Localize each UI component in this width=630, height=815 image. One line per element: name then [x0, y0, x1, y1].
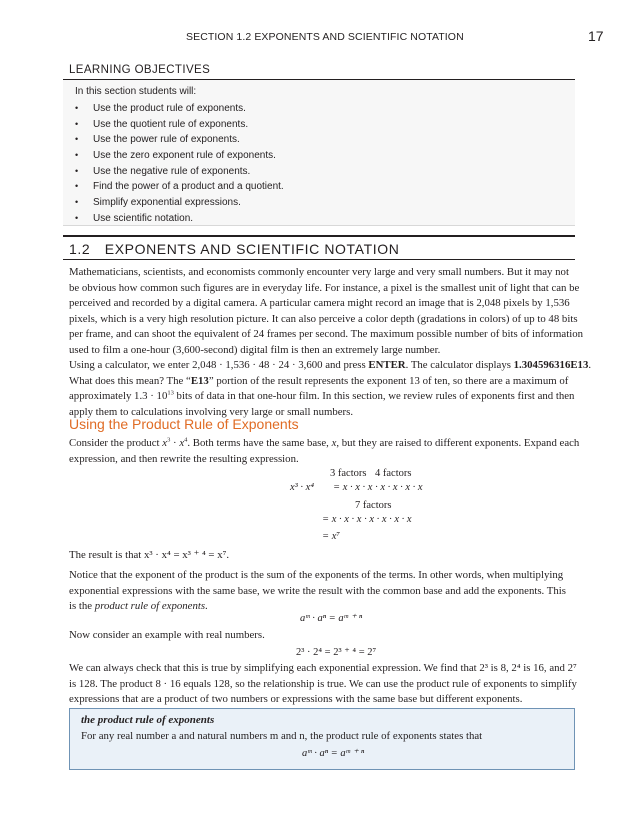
- factor-label-4: 4 factors: [375, 468, 412, 479]
- section-top-rule: [63, 235, 575, 237]
- exponent: 4: [184, 436, 188, 444]
- factor-label-3: 3 factors: [330, 468, 367, 479]
- calc-text: bits of data in that one-hour film. In this section, we review rules of exponents first and then: [173, 390, 575, 402]
- paragraph-line: apply them to calculations involving very large or small numbers.: [69, 405, 354, 418]
- inline-math: x: [331, 437, 337, 449]
- definition-title: the product rule of exponents: [81, 714, 215, 726]
- bullet-icon: •: [75, 212, 79, 223]
- expansion-row-2: = x · x · x · x · x · x · x: [322, 514, 412, 525]
- section-heading: [69, 241, 399, 257]
- section-bottom-rule: [63, 259, 575, 260]
- page-number: 17: [588, 28, 604, 44]
- list-item: [75, 101, 284, 117]
- inline-math: x: [179, 437, 185, 449]
- calc-text: What does this mean? The “: [69, 374, 191, 387]
- paragraph-line: is 128. The product 8 · 16 equals 128, so the relationship is true. We can use the product rule of exponents to simplify: [69, 677, 577, 690]
- paragraph-line: be obvious how common such figures are in everyday life. For instance, a pixel is the smallest unit of light that can be: [69, 281, 580, 294]
- enter-key-label: ENTER: [368, 359, 406, 371]
- definition-text: For any real number a and natural numbers m and n, the product rule of exponents states that: [81, 730, 483, 742]
- list-item: [75, 179, 284, 195]
- section-title: EXPONENTS AND SCIENTIFIC NOTATION: [104, 241, 400, 257]
- objective-text: Use the power rule of exponents.: [93, 134, 240, 146]
- calculator-result: 1.304596316E13: [513, 359, 589, 371]
- paragraph-line: used to film a one-hour (3,600-second) digital film is then an extremely large number.: [69, 343, 441, 356]
- running-header-section-label: SECTION 1.2: [186, 31, 252, 43]
- check-paragraph: [69, 661, 577, 708]
- expansion-row-1: = x · x · x · x · x · x · x: [333, 482, 423, 493]
- list-item: [75, 164, 284, 180]
- subsection-title: Using the Product Rule of Exponents: [69, 416, 299, 432]
- paragraph-line: Notice that the exponent of the product is the sum of the exponents of the terms. In other words, when multiplying: [69, 569, 564, 581]
- inline-math: x: [162, 437, 168, 449]
- product-paragraph: [69, 436, 580, 467]
- list-item: [75, 132, 284, 148]
- paragraph-line: [69, 374, 577, 390]
- paragraph-line: Mathematicians, scientists, and economists commonly encounter very large and very small numbers. But it may not: [69, 266, 569, 278]
- learning-objectives-title: LEARNING OBJECTIVES: [69, 64, 211, 76]
- objective-text: Find the power of a product and a quotient.: [93, 181, 284, 193]
- emphasis-term: product rule of exponents: [94, 600, 206, 612]
- bullet-icon: •: [75, 134, 79, 145]
- objective-text: Use the quotient rule of exponents.: [93, 118, 249, 130]
- objective-text: Use the product rule of exponents.: [93, 103, 246, 114]
- calc-text: ” portion of the result represents the exponent 13 of ten, so there are a maximum of: [208, 374, 569, 387]
- exponent: 13: [167, 389, 174, 397]
- bullet-icon: •: [75, 118, 79, 129]
- factor-label-7: 7 factors: [355, 500, 392, 511]
- list-item: [75, 211, 284, 227]
- section-number: 1.2: [69, 241, 91, 257]
- intro-paragraph: [69, 265, 584, 358]
- learning-objectives-intro: In this section students will:: [75, 86, 197, 97]
- exponent: 3: [167, 436, 171, 444]
- paragraph-line: expressions that are a product of two numbers or expressions with the same base but different exponents.: [69, 693, 523, 705]
- expansion-lhs: x³ · x⁴: [290, 482, 314, 493]
- result-line: The result is that x³ · x⁴ = x³ ⁺ ⁴ = x⁷.: [69, 549, 230, 561]
- list-item: [75, 195, 284, 211]
- objective-text: Use scientific notation.: [93, 212, 194, 224]
- bullet-icon: •: [75, 103, 79, 113]
- e13-label: E13: [190, 374, 209, 387]
- product-text: Consider the product: [69, 437, 163, 449]
- running-header: [186, 31, 464, 43]
- paragraph-line: per frame, and can shoot the equivalent of 24 frames per second. The maximum possible number of bits of information: [69, 328, 584, 340]
- calc-text: . The calculator displays: [405, 359, 514, 371]
- bullet-icon: •: [75, 181, 79, 192]
- product-text: . Both terms have the same base,: [187, 437, 332, 449]
- paragraph-line: We can always check that this is true by simplifying each exponential expression. We find that 2³ is 8, 2⁴ is 16, and 2⁷: [69, 662, 577, 674]
- bullet-icon: •: [75, 150, 79, 161]
- list-item: [75, 117, 284, 133]
- calc-text: approximately 1.3 · 10: [69, 390, 168, 402]
- list-item: [75, 148, 284, 164]
- notice-paragraph: [69, 568, 577, 615]
- calc-text: Using a calculator, we enter 2,048 · 1,536 · 48 · 24 · 3,600 and press: [69, 359, 369, 371]
- objective-text: Simplify exponential expressions.: [93, 197, 241, 209]
- real-numbers-line: Now consider an example with real numbers.: [69, 629, 265, 641]
- calculator-paragraph: [69, 358, 592, 420]
- bullet-icon: •: [75, 197, 79, 208]
- calc-text: .: [588, 359, 592, 371]
- real-formula: 2³ · 2⁴ = 2³ ⁺ ⁴ = 2⁷: [296, 647, 377, 658]
- notice-text: is the: [69, 600, 95, 612]
- rule-formula: aᵐ · aⁿ = aᵐ ⁺ ⁿ: [300, 613, 363, 624]
- product-text: , but they are raised to different exponents. Expand each: [336, 437, 580, 449]
- running-header-section-title: EXPONENTS AND SCIENTIFIC NOTATION: [254, 31, 464, 43]
- paragraph-line: [69, 358, 592, 374]
- paragraph-line: exponential expressions with the same base, we write the result with the common base and add the exponents. This: [69, 584, 566, 597]
- definition-formula: aᵐ · aⁿ = aᵐ ⁺ ⁿ: [302, 748, 365, 759]
- notice-text: .: [205, 600, 208, 612]
- paragraph-line: pixels, which is a very high resolution picture. It can also perceive a color depth (gradations in colors) of up to 48 bits: [69, 312, 578, 325]
- bullet-icon: •: [75, 165, 79, 176]
- paragraph-line: Consider the product $x^3 \cdot x^4$. Both terms have the same base, x, but they are raised to different exponents. Expand each: [69, 436, 580, 449]
- objective-text: Use the negative rule of exponents.: [93, 165, 251, 177]
- paragraph-line: [69, 389, 577, 405]
- objective-text: Use the zero exponent rule of exponents.: [93, 150, 276, 162]
- expansion-row-3: = x⁷: [322, 531, 341, 542]
- learning-objectives-list: [75, 101, 284, 227]
- paragraph-line: perceived and recorded by a digital camera. A particular camera might record an image that is 2,048 pixels by 1,536: [69, 297, 570, 309]
- paragraph-line: expression, and then rewrite the resulting expression.: [69, 452, 299, 465]
